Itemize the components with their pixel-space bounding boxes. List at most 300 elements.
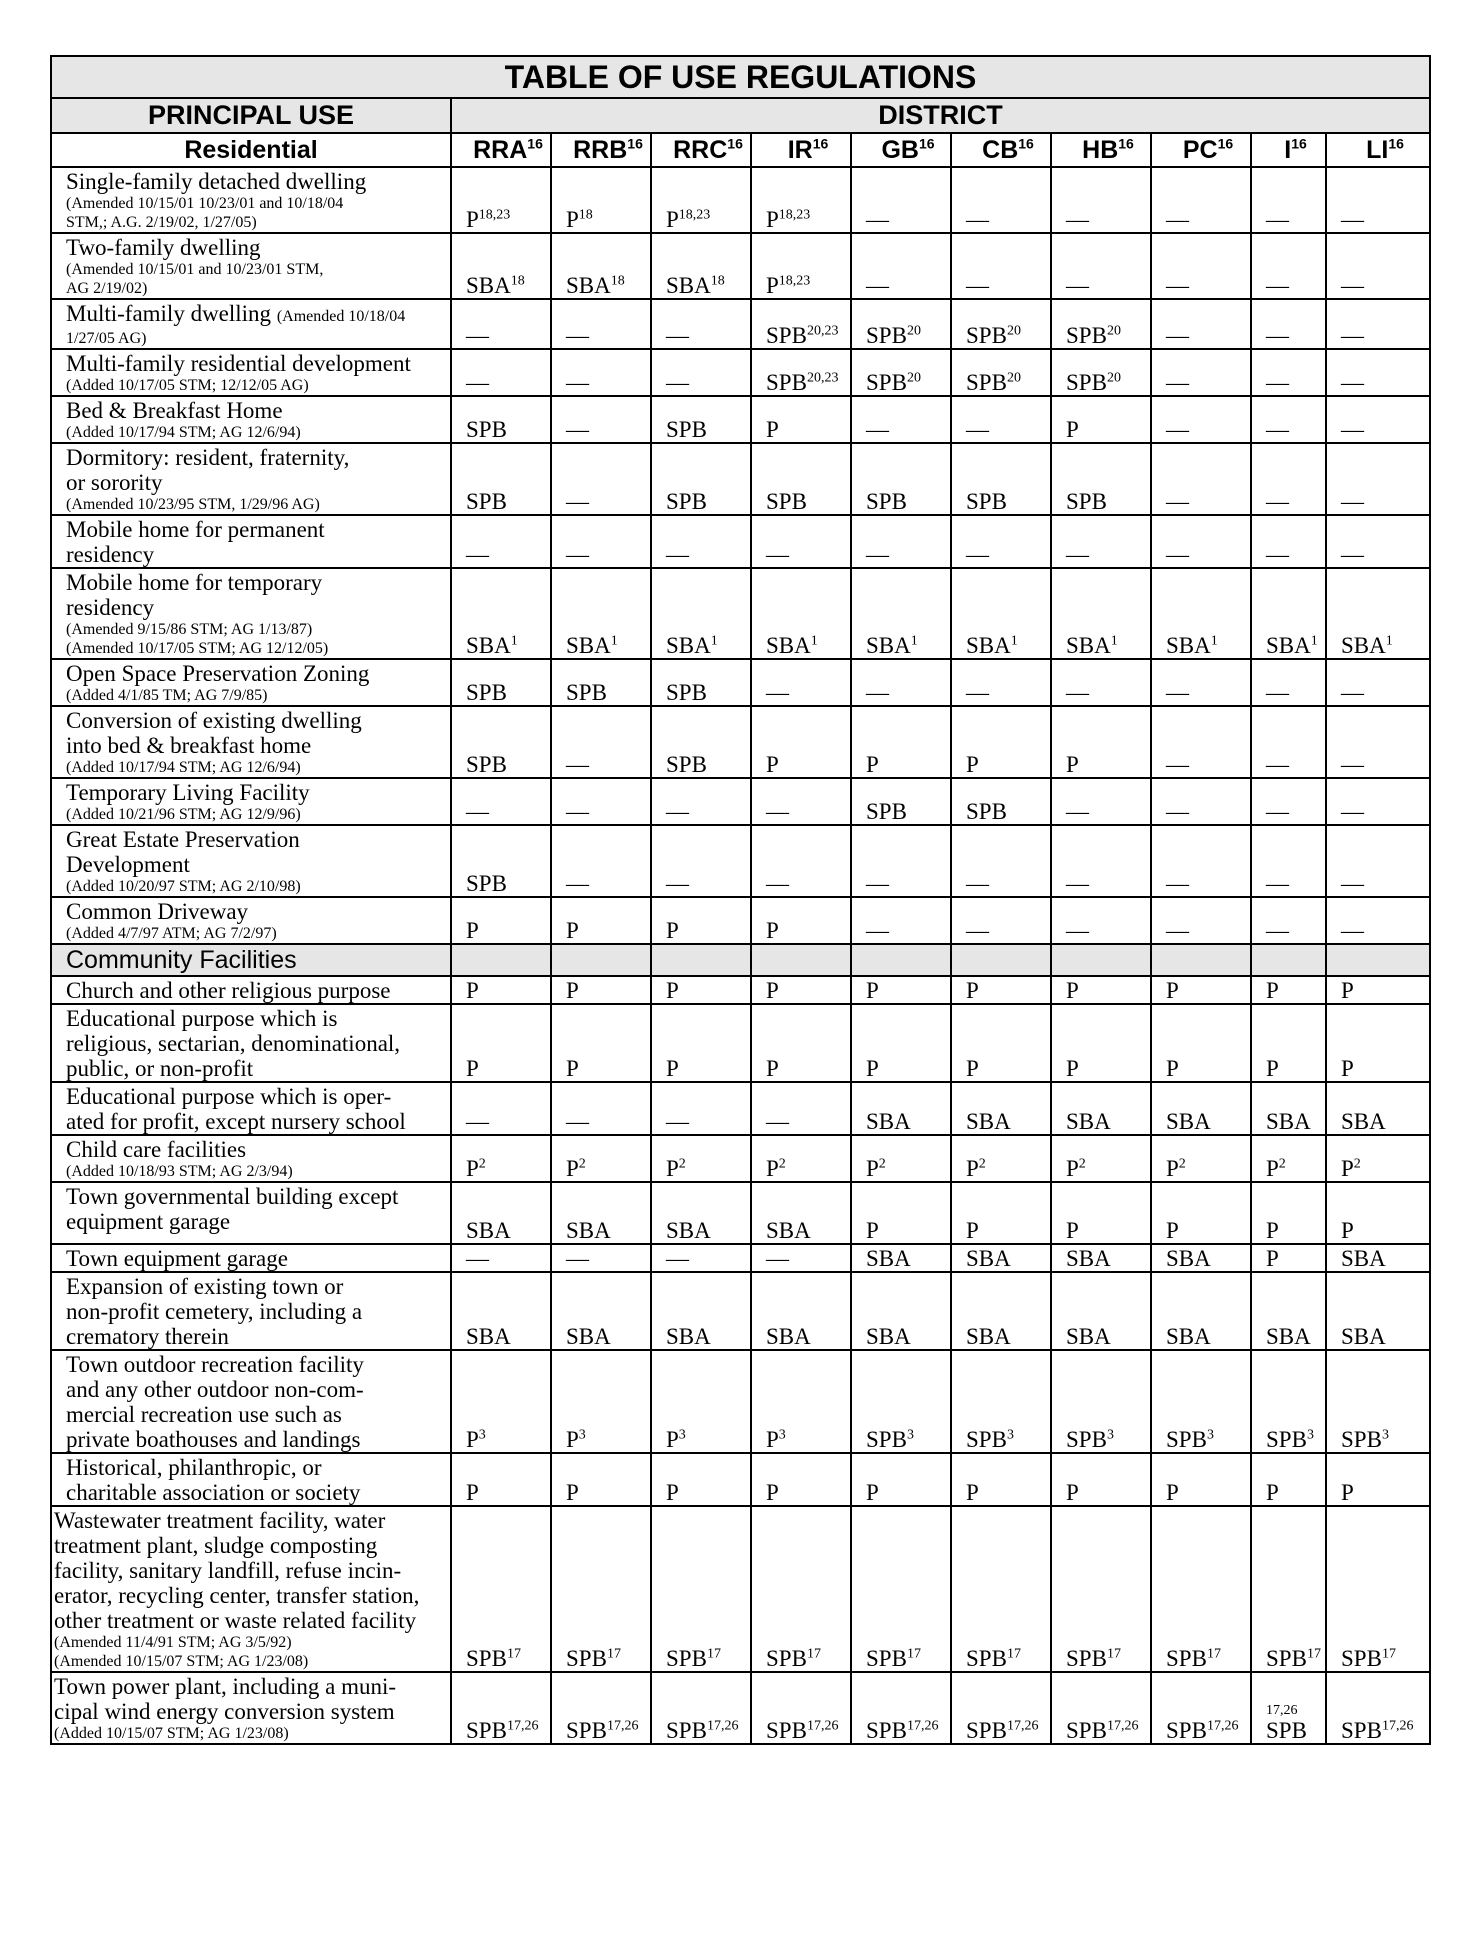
- regulation-value: SPB: [466, 489, 507, 514]
- district-name: IR: [787, 135, 813, 164]
- use-line: Common Driveway: [66, 899, 249, 924]
- regulation-value: —: [466, 323, 489, 348]
- regulation-value: —: [566, 489, 589, 514]
- use-text: [66, 1455, 448, 1480]
- regulation-cell: [751, 778, 851, 825]
- principal-use-cell: [51, 349, 451, 396]
- regulation-cell: [1151, 1672, 1251, 1744]
- regulation-value: P: [466, 918, 479, 943]
- regulation-value: P: [766, 1480, 779, 1505]
- regulation-value: —: [966, 918, 989, 943]
- regulation-value: —: [1166, 489, 1189, 514]
- regulation-value: —: [866, 207, 889, 232]
- regulation-cell: [1326, 976, 1430, 1004]
- regulation-value: SPB: [966, 370, 1007, 395]
- principal-use-cell: [51, 1672, 451, 1744]
- regulation-cell: [951, 167, 1051, 233]
- regulation-cell: [1251, 1272, 1326, 1350]
- regulation-value: SPB: [766, 323, 807, 348]
- regulation-value: SBA: [1166, 1109, 1211, 1134]
- regulation-cell: [1151, 167, 1251, 233]
- regulation-value: SPB: [966, 323, 1007, 348]
- footnote-ref: 17: [1206, 1646, 1221, 1662]
- regulation-value: SBA: [766, 1218, 811, 1243]
- district-column-li: [1326, 133, 1430, 167]
- table-row: [51, 1004, 1430, 1082]
- regulation-value: —: [666, 370, 689, 395]
- regulation-value: —: [1066, 799, 1089, 824]
- regulation-value: P: [666, 1427, 679, 1452]
- footnote-ref: 2: [578, 1156, 586, 1172]
- regulation-cell: [651, 349, 751, 396]
- regulation-cell: [1051, 443, 1151, 515]
- regulation-cell: [751, 233, 851, 299]
- use-line: Historical, philanthropic, or: [66, 1455, 322, 1480]
- blank-cell: [1251, 944, 1326, 976]
- footnote-ref: 17: [806, 1646, 821, 1662]
- regulation-value: —: [466, 1109, 489, 1134]
- regulation-value: SBA: [1066, 1246, 1111, 1271]
- footnote-ref: 20,23: [806, 370, 839, 386]
- regulation-cell: [1326, 1135, 1430, 1182]
- table-row: [51, 167, 1430, 233]
- regulation-cell: [951, 349, 1051, 396]
- table-row: [51, 349, 1430, 396]
- regulation-cell: [451, 1182, 551, 1244]
- regulation-cell: [551, 233, 651, 299]
- regulation-cell: [751, 825, 851, 897]
- regulation-value: SBA: [1166, 1246, 1211, 1271]
- regulation-value: P: [966, 1218, 979, 1243]
- regulation-value: SBA: [666, 273, 711, 298]
- district-name: LI: [1366, 135, 1389, 164]
- regulation-value: —: [566, 1246, 589, 1271]
- regulation-value: —: [1266, 752, 1289, 777]
- regulation-cell: [1051, 1135, 1151, 1182]
- regulation-value: SBA: [1066, 1324, 1111, 1349]
- use-line: facility, sanitary landfill, refuse incin-: [54, 1558, 402, 1583]
- footnote-ref: 20: [1106, 323, 1121, 339]
- principal-use-cell: [51, 897, 451, 944]
- regulation-cell: [1251, 1135, 1326, 1182]
- regulation-value: SPB: [666, 680, 707, 705]
- table-row: [51, 1672, 1430, 1744]
- footnote-ref: 2: [978, 1156, 986, 1172]
- regulation-cell: [851, 1453, 951, 1506]
- regulation-cell: [651, 825, 751, 897]
- footnote-ref: 1: [1010, 633, 1018, 649]
- regulation-cell: [1326, 778, 1430, 825]
- regulation-cell: [451, 396, 551, 443]
- regulation-cell: [851, 778, 951, 825]
- regulation-value: SPB: [566, 680, 607, 705]
- use-text: [54, 1699, 448, 1724]
- regulation-value: SBA: [1066, 633, 1111, 658]
- regulation-cell: [851, 659, 951, 706]
- regulation-value: —: [1341, 799, 1364, 824]
- regulation-cell: [1151, 1004, 1251, 1082]
- regulation-value: P: [766, 1156, 779, 1181]
- use-line: Town outdoor recreation facility: [66, 1352, 364, 1377]
- regulation-cell: [651, 568, 751, 659]
- footnote-ref: 2: [778, 1156, 786, 1172]
- regulation-value: —: [666, 799, 689, 824]
- regulation-cell: [851, 1182, 951, 1244]
- district-name: I: [1284, 135, 1292, 164]
- regulation-cell: [751, 167, 851, 233]
- regulation-cell: [1051, 1272, 1151, 1350]
- footnote-ref: 17: [1381, 1646, 1396, 1662]
- regulation-cell: [951, 1672, 1051, 1744]
- blank-cell: [851, 944, 951, 976]
- table-row: [51, 568, 1430, 659]
- regulation-cell: [751, 1082, 851, 1135]
- regulation-value: SBA: [966, 633, 1011, 658]
- regulation-cell: [551, 1350, 651, 1453]
- regulation-value: P: [966, 1056, 979, 1081]
- regulation-cell: [551, 1506, 651, 1672]
- regulation-value: P: [666, 918, 679, 943]
- regulation-cell: [451, 706, 551, 778]
- regulation-cell: [551, 778, 651, 825]
- district-column-gb: [851, 133, 951, 167]
- regulation-cell: [551, 706, 651, 778]
- blank-cell: [1051, 944, 1151, 976]
- principal-use-cell: [51, 659, 451, 706]
- regulation-value: SBA: [866, 1109, 911, 1134]
- district-column-cb: [951, 133, 1051, 167]
- regulation-value: SBA: [866, 633, 911, 658]
- use-line: crematory therein: [66, 1324, 229, 1349]
- regulation-value: SPB: [466, 1646, 507, 1671]
- use-line: Educational purpose which is oper-: [66, 1084, 392, 1109]
- regulation-cell: [551, 1135, 651, 1182]
- regulation-value: —: [666, 1109, 689, 1134]
- footnote-ref: 20: [1106, 370, 1121, 386]
- regulation-value: P: [666, 207, 679, 232]
- regulation-value: —: [1266, 370, 1289, 395]
- regulation-cell: [951, 396, 1051, 443]
- regulation-cell: [951, 1004, 1051, 1082]
- regulation-cell: [651, 706, 751, 778]
- regulation-value: P: [566, 207, 579, 232]
- regulation-cell: [1251, 1672, 1326, 1744]
- regulation-value: —: [566, 417, 589, 442]
- regulation-cell: [651, 1135, 751, 1182]
- regulation-cell: [451, 825, 551, 897]
- regulation-cell: [1051, 976, 1151, 1004]
- regulation-cell: [551, 443, 651, 515]
- regulation-cell: [851, 706, 951, 778]
- regulation-cell: [651, 976, 751, 1004]
- regulation-cell: [1251, 568, 1326, 659]
- regulation-cell: [451, 1082, 551, 1135]
- regulation-cell: [651, 1082, 751, 1135]
- footnote-ref: 17,26: [1106, 1718, 1139, 1734]
- principal-use-cell: [51, 1244, 451, 1272]
- regulation-cell: [1326, 825, 1430, 897]
- regulation-cell: [1251, 706, 1326, 778]
- regulation-value: P: [766, 978, 779, 1003]
- use-text: [66, 1324, 448, 1349]
- footnote-ref: 3: [778, 1427, 786, 1443]
- regulation-cell: [951, 1350, 1051, 1453]
- regulation-value: SBA: [1266, 1109, 1311, 1134]
- regulation-cell: [551, 299, 651, 349]
- principal-use-cell: [51, 515, 451, 568]
- regulation-value: P: [866, 752, 879, 777]
- regulation-value: —: [1266, 918, 1289, 943]
- table-row: [51, 778, 1430, 825]
- use-text: [66, 1299, 448, 1324]
- regulation-value: P: [1066, 1480, 1079, 1505]
- footnote-ref: 17: [606, 1646, 621, 1662]
- regulation-cell: [1251, 515, 1326, 568]
- regulation-value: SBA: [766, 633, 811, 658]
- regulation-cell: [651, 396, 751, 443]
- footnote-ref: 3: [1006, 1427, 1014, 1443]
- regulation-value: SPB: [666, 1718, 707, 1743]
- footnote-ref: 17,26: [1266, 1703, 1298, 1718]
- regulation-cell: [1251, 1182, 1326, 1244]
- regulation-value: —: [1266, 417, 1289, 442]
- regulation-value: —: [1341, 489, 1364, 514]
- regulation-value: —: [766, 871, 789, 896]
- principal-use-cell: [51, 167, 451, 233]
- regulation-cell: [1326, 1004, 1430, 1082]
- footnote-ref: 1: [1310, 633, 1318, 649]
- district-footnote: 16: [727, 135, 743, 152]
- regulation-value: —: [1266, 273, 1289, 298]
- use-line: residency: [66, 595, 155, 620]
- regulation-value: P: [666, 1056, 679, 1081]
- footnote-ref: 1: [1210, 633, 1218, 649]
- amendment-note: (Amended 10/18/04: [276, 308, 406, 325]
- community-section: [51, 976, 1430, 1744]
- regulation-cell: [451, 1004, 551, 1082]
- regulation-cell: [651, 778, 751, 825]
- table-row: [51, 443, 1430, 515]
- regulation-cell: [551, 1672, 651, 1744]
- blank-cell: [551, 944, 651, 976]
- regulation-cell: [1151, 659, 1251, 706]
- regulation-cell: [551, 1453, 651, 1506]
- regulation-cell: [1051, 568, 1151, 659]
- use-text: [66, 1352, 448, 1377]
- regulation-cell: [1251, 1350, 1326, 1453]
- blank-cell: [951, 944, 1051, 976]
- regulation-cell: [451, 1272, 551, 1350]
- amendment-note: (Added 10/17/94 STM; AG 12/6/94): [66, 424, 301, 441]
- amendment-note: (Added 4/7/97 ATM; AG 7/2/97): [66, 925, 277, 942]
- regulation-cell: [751, 1135, 851, 1182]
- regulation-cell: [1151, 1453, 1251, 1506]
- regulation-value: SPB: [1341, 1646, 1382, 1671]
- use-line: and any other outdoor non-com-: [66, 1377, 364, 1402]
- footnote-ref: 17: [906, 1646, 921, 1662]
- regulation-cell: [451, 349, 551, 396]
- regulation-value: SBA: [866, 1324, 911, 1349]
- regulation-value: —: [1166, 323, 1189, 348]
- regulation-value: —: [1266, 680, 1289, 705]
- footnote-ref: 2: [678, 1156, 686, 1172]
- use-text: [54, 1508, 448, 1533]
- table-row: [51, 976, 1430, 1004]
- regulation-value: SBA: [1341, 1109, 1386, 1134]
- regulation-cell: [951, 1453, 1051, 1506]
- principal-use-cell: [51, 396, 451, 443]
- regulation-value: P: [666, 1156, 679, 1181]
- use-text: [66, 235, 448, 260]
- regulation-value: —: [766, 542, 789, 567]
- regulation-cell: [451, 1135, 551, 1182]
- regulation-value: SBA: [666, 1218, 711, 1243]
- regulation-cell: [1151, 825, 1251, 897]
- regulation-value: —: [1166, 799, 1189, 824]
- regulation-value: SPB: [466, 417, 507, 442]
- regulation-value: P: [566, 1056, 579, 1081]
- use-text: [66, 351, 448, 376]
- footnote-ref: 17: [1006, 1646, 1021, 1662]
- footnote-ref: 20: [906, 370, 921, 386]
- regulation-value: SPB: [1066, 489, 1107, 514]
- use-line: Expansion of existing town or: [66, 1274, 344, 1299]
- regulation-value: SBA: [1266, 1324, 1311, 1349]
- regulation-value: P: [966, 978, 979, 1003]
- regulation-cell: [551, 825, 651, 897]
- regulation-cell: [851, 1004, 951, 1082]
- regulation-cell: [1151, 1082, 1251, 1135]
- regulation-value: —: [466, 1246, 489, 1271]
- regulation-cell: [751, 1272, 851, 1350]
- regulation-cell: [1251, 1453, 1326, 1506]
- regulation-cell: [1051, 396, 1151, 443]
- use-text: [66, 827, 448, 852]
- regulation-value: P: [866, 978, 879, 1003]
- use-line: Bed & Breakfast Home: [66, 398, 283, 423]
- principal-use-cell: [51, 1453, 451, 1506]
- footnote-ref: 18: [578, 207, 593, 223]
- table-row: [51, 706, 1430, 778]
- use-line: Open Space Preservation Zoning: [66, 661, 370, 686]
- regulation-cell: [851, 349, 951, 396]
- regulation-cell: [751, 1350, 851, 1453]
- regulation-cell: [851, 299, 951, 349]
- table-row: [51, 1506, 1430, 1672]
- regulation-cell: [1326, 1272, 1430, 1350]
- use-line: public, or non-profit: [66, 1056, 254, 1081]
- regulation-cell: [551, 396, 651, 443]
- regulation-cell: [551, 897, 651, 944]
- regulation-value: —: [1166, 918, 1189, 943]
- district-name: HB: [1082, 135, 1119, 164]
- regulation-value: —: [1266, 871, 1289, 896]
- regulation-cell: [1151, 897, 1251, 944]
- district-header: DISTRICT: [451, 98, 1430, 133]
- regulation-value: —: [466, 799, 489, 824]
- regulation-value: SBA: [1166, 633, 1211, 658]
- use-text: [66, 1006, 448, 1031]
- regulation-value: SPB: [866, 1427, 907, 1452]
- use-text: [54, 1608, 448, 1633]
- footnote-ref: 1: [910, 633, 918, 649]
- regulation-value: SPB: [966, 489, 1007, 514]
- regulation-cell: [451, 659, 551, 706]
- column-header-row: [51, 133, 1430, 167]
- amendment-note: (Added 10/17/94 STM; AG 12/6/94): [66, 759, 301, 776]
- amendment-note: (Amended 10/15/07 STM; AG 1/23/08): [54, 1653, 309, 1670]
- regulation-value: —: [666, 871, 689, 896]
- regulation-value: —: [566, 323, 589, 348]
- regulation-cell: [1251, 349, 1326, 396]
- regulation-cell: [1326, 396, 1430, 443]
- table-row: [51, 1135, 1430, 1182]
- regulation-cell: [1151, 233, 1251, 299]
- regulation-value: P: [1166, 1480, 1179, 1505]
- regulation-cell: [1326, 659, 1430, 706]
- regulation-value: P: [466, 1427, 479, 1452]
- regulation-cell: [1151, 1135, 1251, 1182]
- regulation-value: —: [966, 417, 989, 442]
- regulation-value: P: [1266, 1218, 1279, 1243]
- regulation-cell: [951, 443, 1051, 515]
- regulation-cell: [951, 706, 1051, 778]
- table-row: [51, 1272, 1430, 1350]
- regulation-cell: [1151, 568, 1251, 659]
- regulation-value: —: [1166, 680, 1189, 705]
- regulation-value: —: [1341, 871, 1364, 896]
- regulation-cell: [1151, 1350, 1251, 1453]
- regulation-value: SBA: [466, 633, 511, 658]
- principal-use-cell: [51, 1004, 451, 1082]
- regulation-cell: [951, 1272, 1051, 1350]
- regulation-value: —: [1341, 207, 1364, 232]
- regulation-cell: [851, 443, 951, 515]
- table-row: [51, 825, 1430, 897]
- regulation-cell: [651, 659, 751, 706]
- use-text: [66, 301, 448, 329]
- use-text: [54, 1558, 448, 1583]
- regulation-cell: [1151, 349, 1251, 396]
- regulation-value: —: [1341, 918, 1364, 943]
- regulation-value: P: [766, 918, 779, 943]
- footnote-ref: 17,26: [1381, 1718, 1414, 1734]
- regulation-cell: [1326, 706, 1430, 778]
- footnote-ref: 3: [578, 1427, 586, 1443]
- use-line: ated for profit, except nursery school: [66, 1109, 406, 1134]
- regulation-cell: [651, 1182, 751, 1244]
- regulation-cell: [951, 515, 1051, 568]
- regulation-value: P: [466, 978, 479, 1003]
- community-section-header: [51, 944, 1430, 976]
- footnote-ref: 18: [510, 273, 525, 289]
- regulation-value: —: [866, 417, 889, 442]
- use-text: [66, 899, 448, 924]
- regulation-value: —: [1066, 918, 1089, 943]
- regulation-cell: [1051, 1082, 1151, 1135]
- use-text: [66, 169, 448, 194]
- table-row: [51, 1082, 1430, 1135]
- regulation-cell: [1051, 515, 1151, 568]
- regulation-cell: [1151, 515, 1251, 568]
- regulation-cell: [651, 515, 751, 568]
- regulation-value: SPB: [866, 370, 907, 395]
- regulation-cell: [1151, 706, 1251, 778]
- use-regulations-table: [50, 55, 1431, 1745]
- use-text: [66, 1109, 448, 1134]
- regulation-value: P: [866, 1218, 879, 1243]
- regulation-cell: [651, 1506, 751, 1672]
